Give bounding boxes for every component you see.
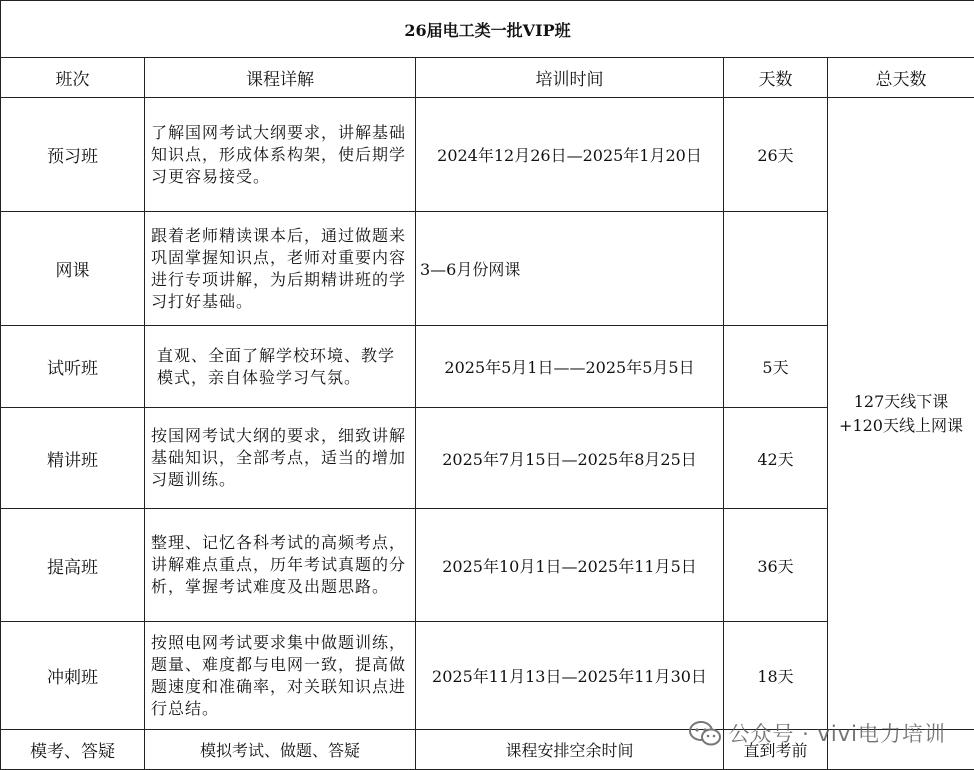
header-class-name: 班次 bbox=[1, 58, 145, 98]
row-training-time: 2025年10月1日—2025年11月5日 bbox=[416, 509, 724, 622]
header-total-days: 总天数 bbox=[828, 58, 974, 98]
header-course-detail: 课程详解 bbox=[145, 58, 416, 98]
total-days-cell bbox=[828, 98, 974, 730]
header-days: 天数 bbox=[724, 58, 828, 98]
row-days: 36天 bbox=[724, 509, 828, 622]
row-training-time: 2025年5月1日——2025年5月5日 bbox=[416, 326, 724, 408]
row-class-name: 模考、答疑 bbox=[1, 730, 145, 770]
row-total-empty bbox=[828, 730, 974, 770]
row-class-name: 预习班 bbox=[1, 98, 145, 212]
row-course-detail: 模拟考试、做题、答疑 bbox=[145, 730, 416, 770]
table-row-last bbox=[1, 730, 974, 770]
table-row bbox=[1, 98, 974, 212]
row-course-detail: 跟着老师精读课本后，通过做题来巩固掌握知识点，老师对重要内容进行专项讲解，为后期精讲班的学习打好基础。 bbox=[145, 212, 416, 326]
watermark-text: 公众号 · vivi电力培训 bbox=[728, 718, 946, 748]
table-title: 26届电工类一批VIP班 bbox=[1, 1, 974, 58]
row-class-name: 提高班 bbox=[1, 509, 145, 622]
row-days: 18天 bbox=[724, 622, 828, 730]
row-training-time: 2025年7月15日—2025年8月25日 bbox=[416, 408, 724, 509]
header-training-time: 培训时间 bbox=[416, 58, 724, 98]
row-course-detail: 直观、全面了解学校环境、教学模式，亲自体验学习气氛。 bbox=[145, 326, 416, 408]
row-class-name: 精讲班 bbox=[1, 408, 145, 509]
row-course-detail: 了解国网考试大纲要求，讲解基础知识点，形成体系构架，使后期学习更容易接受。 bbox=[145, 98, 416, 212]
row-training-time: 2025年11月13日—2025年11月30日 bbox=[416, 622, 724, 730]
title-row bbox=[1, 1, 974, 58]
row-course-detail: 整理、记忆各科考试的高频考点，讲解难点重点，历年考试真题的分析，掌握考试难度及出题思路。 bbox=[145, 509, 416, 622]
row-course-detail: 按国网考试大纲的要求，细致讲解基础知识，全部考点，适当的增加习题训练。 bbox=[145, 408, 416, 509]
header-row bbox=[1, 58, 974, 98]
row-days: 26天 bbox=[724, 98, 828, 212]
row-training-time: 2024年12月26日—2025年1月20日 bbox=[416, 98, 724, 212]
row-course-detail: 按照电网考试要求集中做题训练，题量、难度都与电网一致，提高做题速度和准确率，对关联知识点进行总结。 bbox=[145, 622, 416, 730]
row-days: 5天 bbox=[724, 326, 828, 408]
row-class-name: 冲刺班 bbox=[1, 622, 145, 730]
row-training-time: 课程安排空余时间 bbox=[416, 730, 724, 770]
row-training-time: 3—6月份网课 bbox=[416, 212, 724, 326]
row-days: 42天 bbox=[724, 408, 828, 509]
row-days bbox=[724, 212, 828, 326]
total-days-line1: 127天线下课 bbox=[828, 390, 974, 414]
row-class-name: 网课 bbox=[1, 212, 145, 326]
row-days: 直到考前 bbox=[724, 730, 828, 770]
row-class-name: 试听班 bbox=[1, 326, 145, 408]
total-days-line2: +120天线上网课 bbox=[828, 414, 974, 438]
